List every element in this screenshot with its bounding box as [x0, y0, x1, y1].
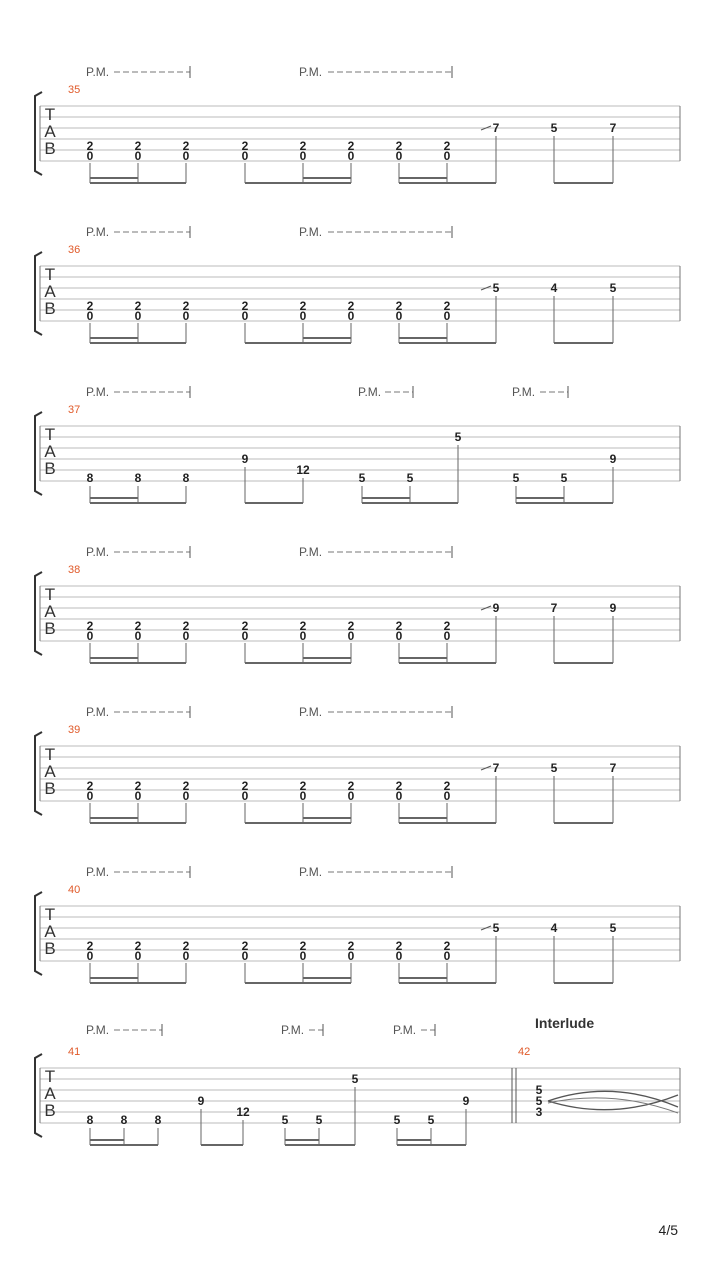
fret-number: 7	[609, 121, 617, 135]
fret-number: 0	[182, 949, 190, 963]
fret-number: 7	[609, 761, 617, 775]
fret-number: 0	[299, 629, 307, 643]
system-bars-41-42	[35, 1015, 680, 1145]
fret-number: 0	[347, 309, 355, 323]
tab-letter-b: B	[44, 1101, 56, 1120]
fret-number: 5	[454, 430, 462, 444]
fret-number: 0	[347, 149, 355, 163]
bar-number: 40	[68, 884, 81, 896]
fret-number: 2	[86, 939, 94, 953]
fret-number: 0	[182, 149, 190, 163]
fret-number: 0	[299, 309, 307, 323]
fret-number: 0	[347, 629, 355, 643]
page-number: 4/5	[658, 1222, 678, 1238]
palm-mute-label: P.M.	[299, 545, 323, 559]
system-bar-40	[35, 865, 680, 983]
fret-number: 9	[492, 601, 500, 615]
fret-number: 2	[86, 299, 94, 313]
fret-number: 2	[347, 619, 355, 633]
fret-number: 2	[134, 619, 142, 633]
fret-number: 2	[395, 939, 403, 953]
bar-number: 36	[68, 244, 81, 256]
system-bracket	[35, 732, 42, 815]
palm-mute-label: P.M.	[86, 225, 110, 239]
fret-number: 5	[427, 1113, 435, 1127]
system-bracket	[35, 1054, 42, 1137]
fret-number: 2	[395, 299, 403, 313]
fret-number: 2	[395, 619, 403, 633]
tab-letter-a: A	[44, 442, 56, 461]
system-bracket	[35, 252, 42, 335]
fret-number: 12	[296, 463, 310, 477]
system-bar-35	[35, 65, 680, 183]
fret-number: 2	[347, 939, 355, 953]
fret-number: 5	[609, 281, 617, 295]
tab-letter-t: T	[44, 905, 56, 924]
fret-number: 0	[299, 949, 307, 963]
fret-number: 0	[86, 149, 94, 163]
system-bar-37	[35, 385, 680, 503]
fret-number: 2	[241, 939, 249, 953]
fret-number: 2	[241, 299, 249, 313]
fret-number: 0	[443, 149, 451, 163]
fret-number: 0	[241, 309, 249, 323]
fret-number: 2	[299, 779, 307, 793]
fret-number: 2	[134, 299, 142, 313]
fret-number: 0	[443, 949, 451, 963]
palm-mute-label: P.M.	[393, 1023, 417, 1037]
system-bar-36	[35, 225, 680, 343]
fret-number: 2	[182, 779, 190, 793]
fret-number: 2	[182, 139, 190, 153]
bar-number: 37	[68, 404, 81, 416]
fret-number: 0	[443, 629, 451, 643]
fret-number: 5	[315, 1113, 323, 1127]
fret-number: 7	[492, 121, 500, 135]
fret-number: 0	[86, 629, 94, 643]
tab-letter-t: T	[44, 745, 56, 764]
tab-letter-b: B	[44, 459, 56, 478]
fret-number: 0	[347, 789, 355, 803]
fret-number: 2	[395, 779, 403, 793]
fret-number: 0	[395, 309, 403, 323]
fret-number: 5	[609, 921, 617, 935]
fret-number: 5	[535, 1094, 543, 1108]
system-bracket	[35, 572, 42, 655]
fret-number: 2	[241, 139, 249, 153]
fret-number: 12	[236, 1105, 250, 1119]
palm-mute-label: P.M.	[299, 865, 323, 879]
fret-number: 0	[86, 309, 94, 323]
tab-letter-a: A	[44, 762, 56, 781]
fret-number: 0	[86, 949, 94, 963]
fret-number: 2	[134, 779, 142, 793]
fret-number: 9	[609, 452, 617, 466]
fret-number: 5	[393, 1113, 401, 1127]
fret-number: 0	[182, 789, 190, 803]
fret-number: 8	[86, 1113, 94, 1127]
tab-letter-b: B	[44, 779, 56, 798]
palm-mute-label: P.M.	[299, 65, 323, 79]
fret-number: 0	[395, 789, 403, 803]
tab-letter-t: T	[44, 265, 56, 284]
bar-number: 42	[518, 1046, 531, 1058]
fret-number: 2	[86, 619, 94, 633]
fret-number: 2	[443, 939, 451, 953]
fret-number: 5	[560, 471, 568, 485]
tab-letter-b: B	[44, 139, 56, 158]
fret-number: 5	[351, 1072, 359, 1086]
fret-number: 2	[347, 299, 355, 313]
fret-number: 8	[134, 471, 142, 485]
fret-number: 9	[462, 1094, 470, 1108]
tab-letter-t: T	[44, 1067, 56, 1086]
tab-letter-t: T	[44, 585, 56, 604]
fret-number: 2	[443, 619, 451, 633]
fret-number: 2	[299, 939, 307, 953]
fret-number: 0	[134, 789, 142, 803]
section-label: Interlude	[535, 1015, 595, 1031]
system-bracket	[35, 92, 42, 175]
fret-number: 0	[134, 949, 142, 963]
fret-number: 2	[299, 299, 307, 313]
fret-number: 7	[550, 601, 558, 615]
fret-number: 0	[347, 949, 355, 963]
fret-number: 5	[406, 471, 414, 485]
tab-letter-t: T	[44, 425, 56, 444]
fret-number: 0	[86, 789, 94, 803]
fret-number: 8	[182, 471, 190, 485]
palm-mute-label: P.M.	[86, 65, 110, 79]
fret-number: 2	[347, 779, 355, 793]
system-bracket	[35, 892, 42, 975]
fret-number: 0	[395, 949, 403, 963]
tab-letter-a: A	[44, 122, 56, 141]
palm-mute-label: P.M.	[86, 385, 110, 399]
fret-number: 5	[492, 921, 500, 935]
fret-number: 9	[241, 452, 249, 466]
bar-number: 39	[68, 724, 81, 736]
fret-number: 2	[395, 139, 403, 153]
fret-number: 8	[86, 471, 94, 485]
fret-number: 0	[443, 309, 451, 323]
bar-number: 38	[68, 564, 81, 576]
fret-number: 5	[492, 281, 500, 295]
fret-number: 2	[443, 299, 451, 313]
palm-mute-label: P.M.	[86, 865, 110, 879]
fret-number: 9	[197, 1094, 205, 1108]
fret-number: 5	[550, 121, 558, 135]
fret-number: 7	[492, 761, 500, 775]
fret-number: 2	[86, 139, 94, 153]
fret-number: 4	[550, 921, 558, 935]
palm-mute-label: P.M.	[86, 1023, 110, 1037]
tab-letter-a: A	[44, 602, 56, 621]
fret-number: 2	[182, 619, 190, 633]
palm-mute-label: P.M.	[281, 1023, 305, 1037]
fret-number: 2	[86, 779, 94, 793]
fret-number: 2	[443, 139, 451, 153]
fret-number: 2	[182, 299, 190, 313]
tab-letter-t: T	[44, 105, 56, 124]
tab-letter-a: A	[44, 282, 56, 301]
tab-letter-b: B	[44, 939, 56, 958]
fret-number: 5	[512, 471, 520, 485]
fret-number: 0	[134, 629, 142, 643]
fret-number: 3	[535, 1105, 543, 1119]
fret-number: 0	[443, 789, 451, 803]
palm-mute-label: P.M.	[358, 385, 382, 399]
fret-number: 0	[134, 309, 142, 323]
fret-number: 0	[182, 309, 190, 323]
palm-mute-label: P.M.	[86, 705, 110, 719]
fret-number: 2	[182, 939, 190, 953]
system-bar-39	[35, 705, 680, 823]
palm-mute-label: P.M.	[86, 545, 110, 559]
fret-number: 0	[182, 629, 190, 643]
fret-number: 0	[395, 149, 403, 163]
fret-number: 5	[358, 471, 366, 485]
fret-number: 2	[347, 139, 355, 153]
tab-letter-b: B	[44, 299, 56, 318]
fret-number: 2	[134, 139, 142, 153]
fret-number: 5	[550, 761, 558, 775]
tab-letter-b: B	[44, 619, 56, 638]
fret-number: 0	[134, 149, 142, 163]
fret-number: 0	[299, 149, 307, 163]
palm-mute-label: P.M.	[512, 385, 536, 399]
tab-letter-a: A	[44, 922, 56, 941]
fret-number: 0	[395, 629, 403, 643]
fret-number: 2	[443, 779, 451, 793]
fret-number: 0	[241, 949, 249, 963]
fret-number: 8	[154, 1113, 162, 1127]
fret-number: 0	[241, 789, 249, 803]
fret-number: 2	[241, 779, 249, 793]
fret-number: 2	[299, 619, 307, 633]
bar-number: 35	[68, 84, 81, 96]
system-bar-38	[35, 545, 680, 663]
curve-down	[548, 1095, 678, 1110]
palm-mute-label: P.M.	[299, 705, 323, 719]
palm-mute-label: P.M.	[299, 225, 323, 239]
fret-number: 5	[281, 1113, 289, 1127]
fret-number: 0	[241, 149, 249, 163]
fret-number: 5	[535, 1083, 543, 1097]
bar-number: 41	[68, 1046, 81, 1058]
fret-number: 9	[609, 601, 617, 615]
fret-number: 4	[550, 281, 558, 295]
fret-number: 0	[299, 789, 307, 803]
fret-number: 0	[241, 629, 249, 643]
fret-number: 2	[299, 139, 307, 153]
fret-number: 8	[120, 1113, 128, 1127]
fret-number: 2	[134, 939, 142, 953]
system-bracket	[35, 412, 42, 495]
fret-number: 2	[241, 619, 249, 633]
tab-letter-a: A	[44, 1084, 56, 1103]
